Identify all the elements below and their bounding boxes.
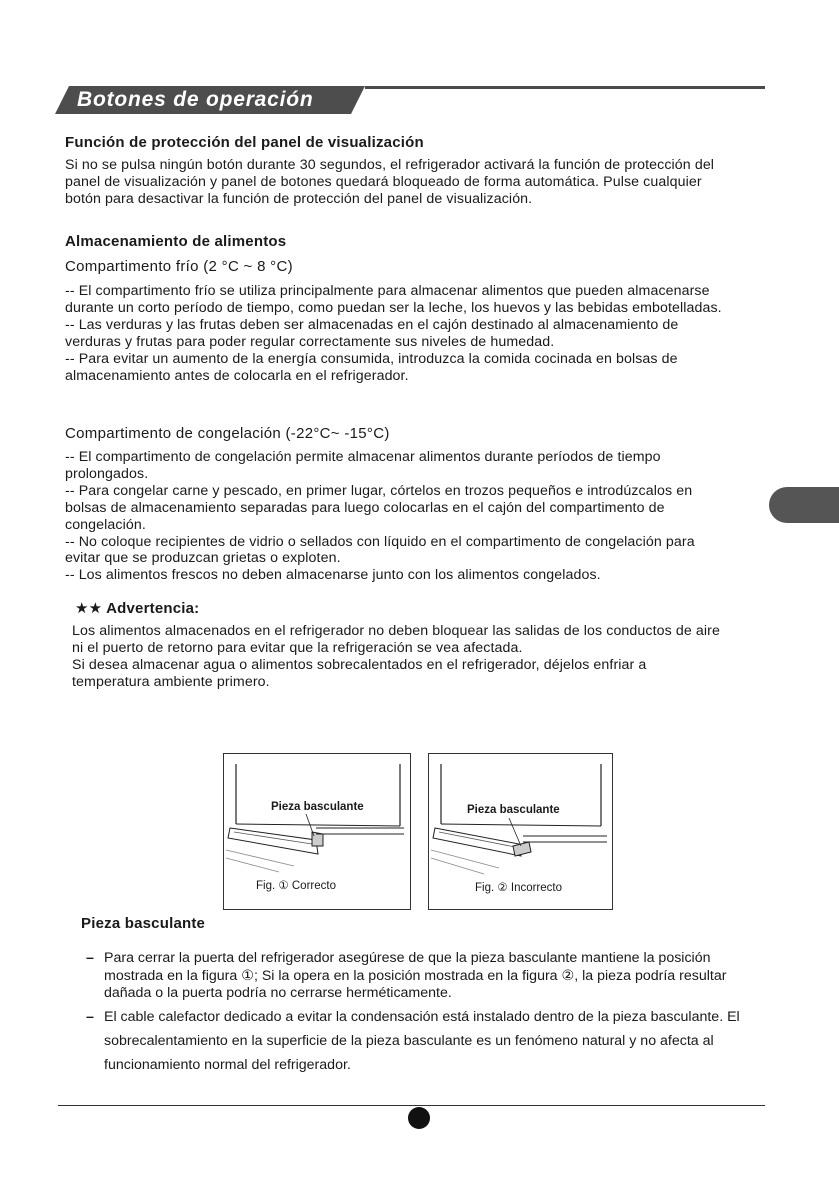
freezer-line: -- El compartimento de congelación permite almacenar alimentos durante períodos de tiempo prolongados. — [65, 449, 661, 482]
side-tab — [769, 487, 839, 523]
display-protection-text: Si no se pulsa ningún botón durante 30 segundos, el refrigerador activará la función de protección del panel de visualización y panel de botones quedará bloqueado de forma automática. Pulse cualquier botón para desactivar la función de protección del panel de visualización. — [65, 157, 715, 207]
cold-compartment-title: Compartimento frío (2 °C ~ 8 °C) — [65, 258, 293, 275]
list-item-text: El cable calefactor dedicado a evitar la condensación está instalado dentro de la pieza basculante. El sobrecalentamiento en la superficie de la pieza basculante es un fenómeno natural y no afecta al funcionamiento normal del refrigerador. — [104, 1008, 740, 1073]
display-protection-heading: Función de protección del panel de visualización — [65, 134, 424, 151]
page-number-dot — [408, 1107, 430, 1129]
figure-incorrect — [428, 753, 613, 910]
figure-caption: Fig. ① Correcto — [256, 880, 336, 892]
cold-line: -- El compartimento frío se utiliza principalmente para almacenar alimentos que pueden almacenarse durante un corto período de tiempo, como puedan ser la leche, los huevos y las bebidas embotelladas. — [65, 283, 722, 316]
figure-correct — [223, 753, 411, 910]
figure-label: Pieza basculante — [467, 804, 560, 816]
page-title: Botones de operación — [77, 88, 314, 111]
list-item-text: Para cerrar la puerta del refrigerador asegúrese de que la pieza basculante mantiene la posición mostrada en la figura ①; Si la opera en la posición mostrada en la figura ②, la pieza podría resultar dañada o la puerta podría no cerrarse herméticamente. — [104, 950, 727, 1001]
cold-compartment-text — [65, 283, 725, 384]
hinge-part-heading: Pieza basculante — [81, 915, 206, 932]
hinge-part-list — [84, 950, 764, 1077]
food-storage-heading: Almacenamiento de alimentos — [65, 233, 287, 250]
bullet-dash: – — [86, 950, 94, 966]
cold-line: -- Las verduras y las frutas deben ser almacenadas en el cajón destinado al almacenamiento de verduras y frutas para poder regular correctamente sus niveles de humedad. — [65, 316, 679, 350]
warning-line: Si desea almacenar agua o alimentos sobrecalentados en el refrigerador, déjelos enfriar a temperatura ambiente primero. — [72, 656, 647, 690]
list-item — [84, 950, 764, 1003]
freezer-compartment-title: Compartimento de congelación (-22°C~ -15°C) — [65, 425, 390, 442]
freezer-line: -- No coloque recipientes de vidrio o sellados con líquido en el compartimento de congelación para evitar que se produzcan grietas o exploten. — [65, 533, 695, 567]
warning-text — [72, 623, 722, 691]
freezer-line: -- Los alimentos frescos no deben almacenarse junto con los alimentos congelados. — [65, 567, 601, 584]
freezer-line: -- Para congelar carne y pescado, en primer lugar, córtelos en trozos pequeños e introdúzcalos en bolsas de almacenamiento separadas para luego colocarlas en el cajón del compartimento de congelación. — [65, 482, 693, 533]
freezer-compartment-text — [65, 449, 725, 584]
warning-title: ★★ Advertencia: — [75, 600, 200, 617]
warning-line: Los alimentos almacenados en el refrigerador no deben bloquear las salidas de los conductos de aire ni el puerto de retorno para evitar que la refrigeración se vea afectada. — [72, 623, 720, 656]
cold-line: -- Para evitar un aumento de la energía consumida, introduzca la comida cocinada en bolsas de almacenamiento antes de colocarla en el refrigerador. — [65, 350, 678, 384]
footer-rule — [58, 1105, 765, 1106]
figure-caption: Fig. ② Incorrecto — [475, 882, 563, 894]
bullet-dash: – — [86, 1008, 94, 1025]
list-item — [84, 1005, 764, 1077]
figure-label: Pieza basculante — [271, 801, 364, 813]
header-rule — [365, 86, 765, 89]
